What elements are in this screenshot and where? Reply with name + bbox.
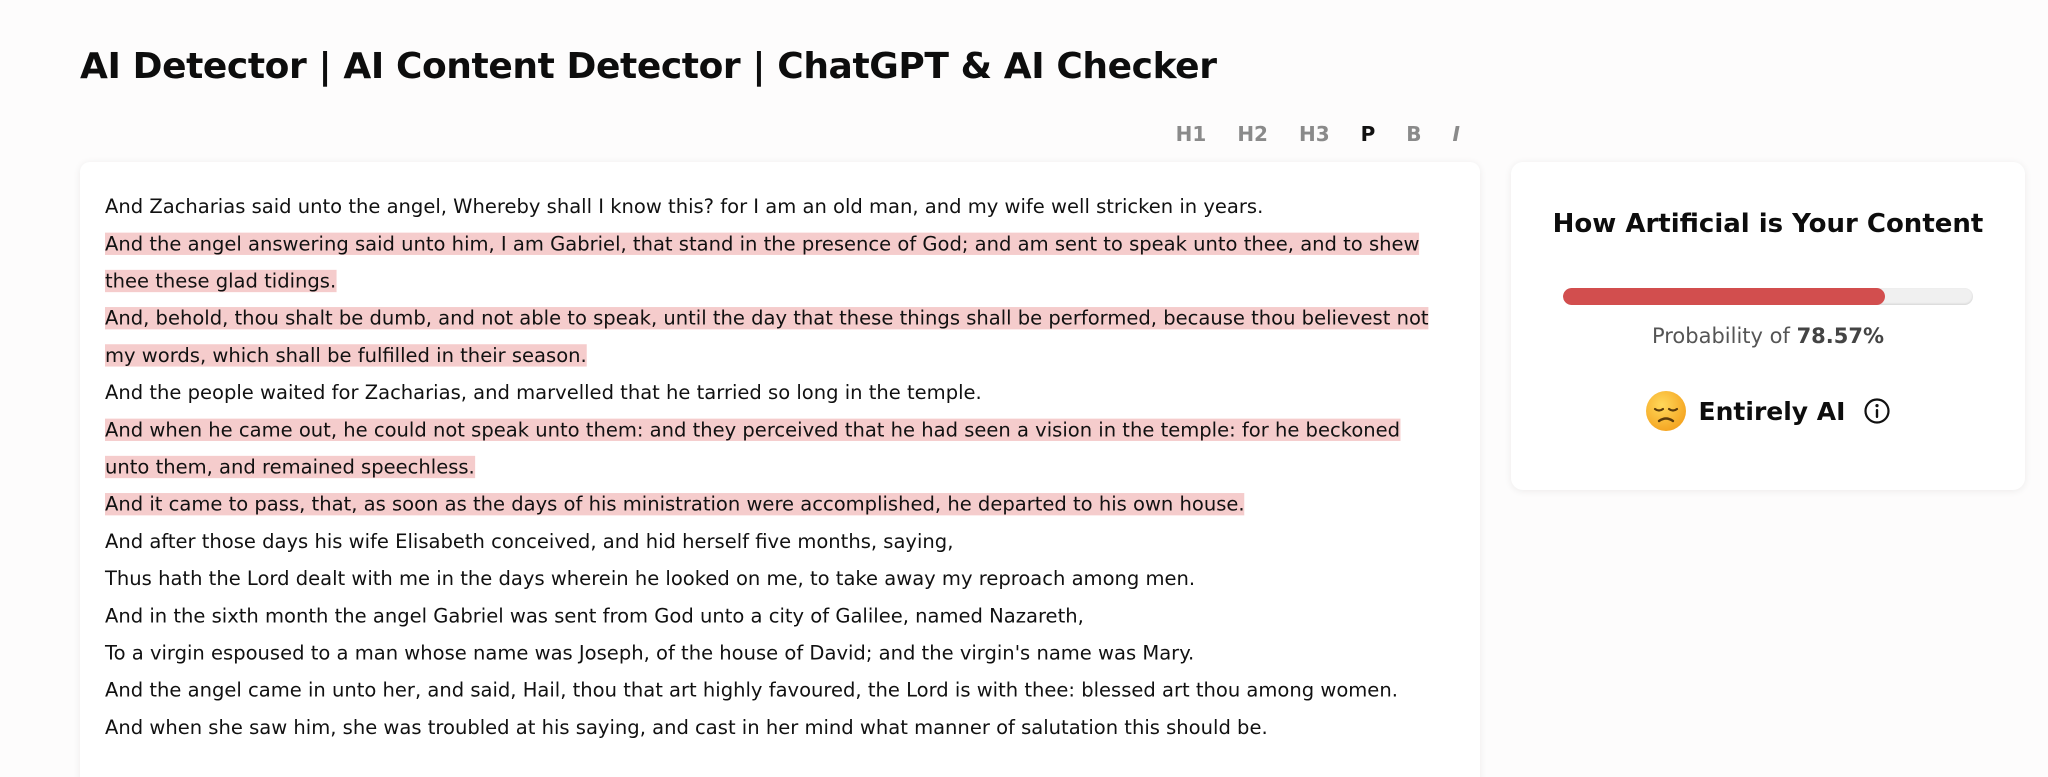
heading-2-button[interactable]: H2 [1237, 118, 1268, 150]
sentence: Thus hath the Lord dealt with me in the days wherein he looked on me, to take away my reproach among men. [105, 567, 1196, 590]
ai-probability-bar [1563, 288, 1973, 305]
verdict-label: Entirely AI [1698, 396, 1846, 426]
format-toolbar [1110, 118, 1460, 150]
page-title: AI Detector | AI Content Detector | ChatGPT & AI Checker [80, 46, 1217, 87]
probability-value: 78.57% [1796, 324, 1885, 348]
sentence: And when she saw him, she was troubled at his saying, and cast in her mind what manner of salutation this should be. [105, 716, 1268, 739]
ai-highlighted-sentence: And, behold, thou shalt be dumb, and not able to speak, until the day that these things shall be performed, because thou believest not my words, which shall be fulfilled in their season. [105, 307, 1429, 367]
heading-1-button[interactable]: H1 [1176, 118, 1207, 150]
sentence: To a virgin espoused to a man whose name was Joseph, of the house of David; and the virgin's name was Mary. [105, 641, 1195, 665]
result-heading: How Artificial is Your Content [1552, 209, 1984, 239]
ai-probability-bar-fill [1563, 288, 1885, 305]
probability-text [1511, 324, 2025, 348]
heading-3-button[interactable]: H3 [1299, 118, 1330, 150]
italic-button[interactable]: I [1453, 118, 1460, 150]
paragraph-button[interactable]: P [1361, 118, 1376, 150]
ai-highlighted-sentence: And when he came out, he could not speak unto them: and they perceived that he had seen a vision in the temple: for he beckoned unto them, and remained speechless. [105, 418, 1401, 479]
ai-highlighted-sentence: And it came to pass, that, as soon as the days of his ministration were accomplished, he departed to his own house. [105, 493, 1245, 516]
sentence: And the angel came in unto her, and said, Hail, thou that art highly favoured, the Lord is with thee: blessed art thou among women. [105, 679, 1398, 702]
bold-button[interactable]: B [1406, 118, 1421, 150]
sentence: And Zacharias said unto the angel, Whereby shall I know this? for I am an old man, and my wife well stricken in years. [105, 195, 1264, 218]
info-circle-icon[interactable] [1863, 397, 1891, 425]
probability-prefix: Probability of [1651, 324, 1797, 348]
verdict [1511, 390, 2025, 432]
sentence: And after those days his wife Elisabeth conceived, and hid herself five months, saying, [105, 530, 954, 553]
text-editor[interactable] [80, 162, 1480, 777]
editor-content[interactable] [105, 188, 1444, 746]
disappointed-face-icon [1645, 390, 1687, 432]
sentence: And in the sixth month the angel Gabriel was sent from God unto a city of Galilee, named Nazareth, [105, 604, 1084, 627]
ai-result-panel [1511, 162, 2025, 490]
sentence: And the people waited for Zacharias, and marvelled that he tarried so long in the temple. [105, 381, 982, 404]
ai-highlighted-sentence: And the angel answering said unto him, I am Gabriel, that stand in the presence of God; and am sent to speak unto thee, and to shew thee these glad tidings. [105, 232, 1420, 293]
